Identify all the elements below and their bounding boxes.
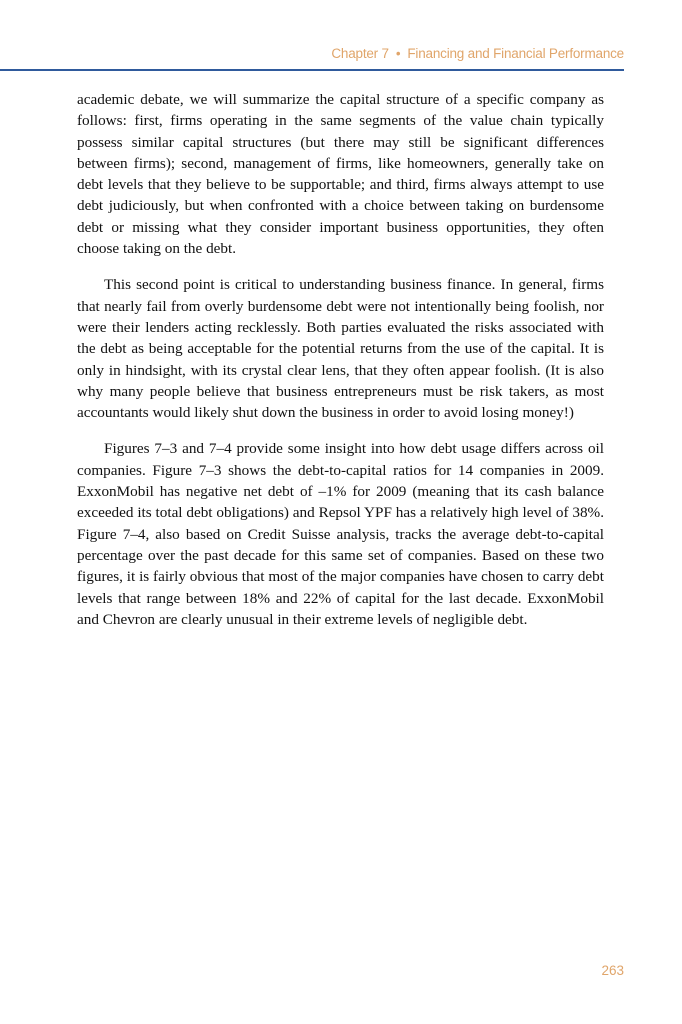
- page-number: 263: [601, 963, 624, 978]
- paragraph-3: Figures 7–3 and 7–4 provide some insight into how debt usage differs across oil companies. Figure 7–3 shows the debt-to-capital ratios for 14 companies in 2009. ExxonMobil has negative net debt of –1% for 2009 (meaning that its cash balance exceeded its total debt obligations) and Repsol YPF has a relatively high level of 38%. Figure 7–4, also based on Credit Suisse analysis, tracks the average debt-to-capital percentage over the past decade for this same set of companies. Based on these two figures, it is fairly obvious that most of the major companies have chosen to carry debt levels that range between 18% and 22% of capital for the last decade. ExxonMobil and Chevron are clearly unusual in their extreme levels of negligible debt.: [77, 440, 604, 628]
- chapter-title: Financing and Financial Performance: [407, 46, 624, 61]
- chapter-label: Chapter 7: [331, 46, 389, 61]
- paragraph-2: This second point is critical to understanding business finance. In general, firms that nearly fail from overly burdensome debt were not intentionally being foolish, nor were their lenders acting recklessly. Both parties evaluated the risks associated with the debt as being acceptable for the potential returns from the use of the capital. It is only in hindsight, with its crystal clear lens, that they often appear foolish. (It is also why many people believe that business entrepreneurs must be risk takers, as most accountants would likely shut down the business in order to avoid losing money!): [77, 276, 604, 422]
- body-text: [77, 89, 604, 645]
- header-bullet: •: [395, 46, 401, 61]
- running-header: [0, 46, 624, 66]
- paragraph-1: academic debate, we will summarize the capital structure of a specific company as follows: first, firms operating in the same segments of the value chain typically possess similar capital structures (but there may still be significant differences between firms); second, management of firms, like homeowners, generally take on debt levels that they believe to be supportable; and third, firms always attempt to use debt judiciously, but when confronted with a choice between taking on burdensome debt or missing what they consider important business opportunities, they often choose taking on the debt.: [77, 91, 604, 258]
- header-rule: [0, 69, 624, 71]
